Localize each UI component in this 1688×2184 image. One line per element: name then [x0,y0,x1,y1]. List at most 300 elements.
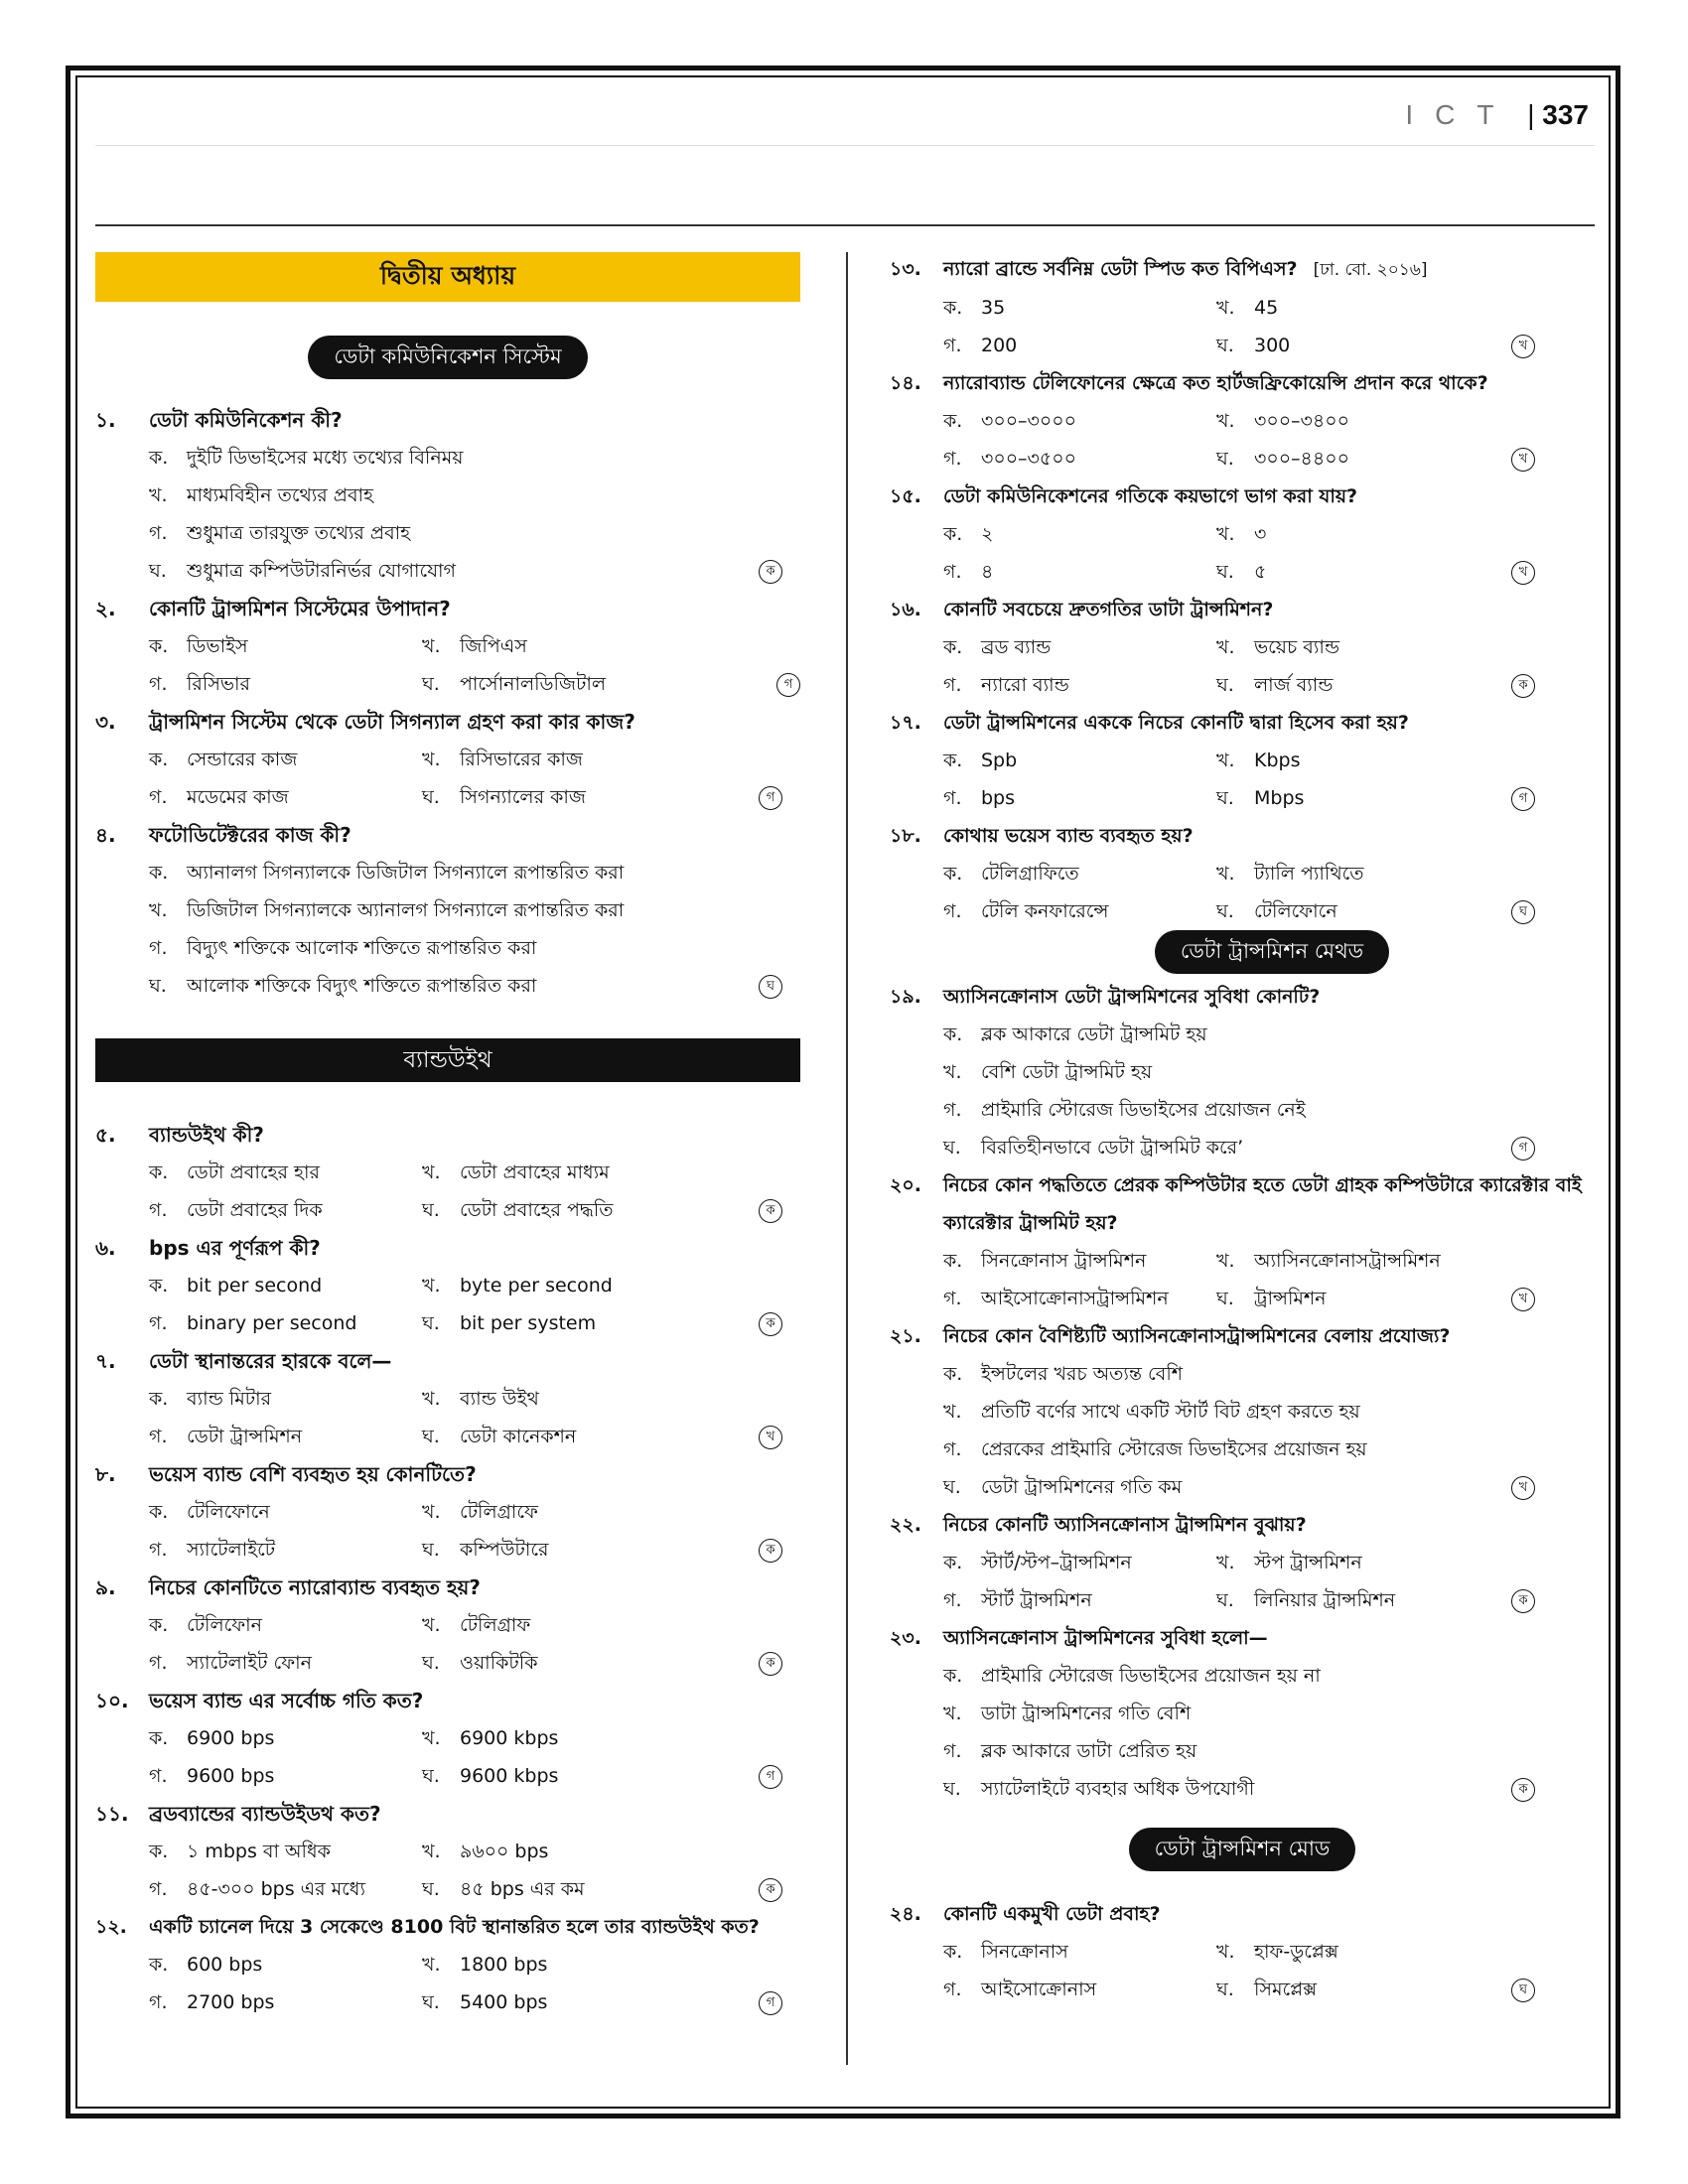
question-text: ব্রডব্যান্ডের ব্যান্ডউইডথ কত? [149,1802,381,1826]
question-item [890,704,1595,817]
option-label: গ. [149,786,168,808]
option-label: গ. [149,1991,168,2013]
question-text: ট্রান্সমিশন সিস্টেম থেকে ডেটা সিগন্যাল গ্রহণ করা কার কাজ? [149,710,635,734]
option-label: ঘ. [422,1312,440,1334]
option-label: ঘ. [422,1878,440,1900]
option-text: bps [981,787,1016,809]
question-item [95,590,800,703]
option-label: গ. [149,1652,168,1674]
question-number: ৭. [95,1349,116,1373]
section-heading-wrap [890,930,1595,974]
option-text: Spb [981,750,1018,771]
option-label: ঘ. [422,1765,440,1787]
section-heading: ডেটা কমিউনিকেশন সিস্টেম [308,336,587,379]
option-label: ক. [943,1250,963,1272]
option-label: খ. [422,1727,441,1749]
option-label: খ. [149,899,168,921]
option-text: ৩০০–৩০০০ [981,410,1076,432]
question-text: ডেটা ট্রান্সমিশনের এককে নিচের কোনটি দ্বারা হিসেব করা হয়? [943,712,1409,734]
question-item [890,1619,1595,1808]
option-text: টেলি কনফারেন্সে [981,900,1109,922]
option-text: প্রতিটি বর্ণের সাথে একটি স্টার্ট বিট গ্রহণ করতে হয় [981,1401,1360,1423]
question-number: ৩. [95,710,116,734]
option-label: গ. [149,1539,168,1561]
answer-badge: ক [1511,674,1535,698]
section-heading: ডেটা ট্রান্সমিশন মোড [1129,1828,1356,1871]
option-label: ক. [149,1388,169,1410]
option-label: খ. [1216,636,1235,658]
option-label: গ. [149,937,168,959]
option-label: ক. [149,1275,169,1297]
section-heading: ডেটা ট্রান্সমিশন মেথড [1155,930,1389,974]
option-label: গ. [943,674,962,696]
option-label: গ. [943,561,962,583]
option-label: ক. [943,1363,963,1385]
option-label: খ. [422,749,441,770]
option-label: ক. [149,447,169,469]
option-label: ঘ. [943,1137,961,1159]
option-text: ৪৫-৩০০ bps এর মধ্যে [187,1878,365,1900]
option-text: আইসোক্রোনাস [981,1979,1097,2000]
option-label: খ. [422,1841,441,1862]
option-label: ক. [943,297,963,319]
answer-badge: ক [759,1199,782,1223]
header-thin-rule [95,145,1595,146]
option-label: গ. [943,1979,962,2000]
question-text: ফটোডিটেক্টরের কাজ কী? [149,823,352,847]
answer-badge: ক [1511,1589,1535,1613]
option-text: ২ [981,523,994,545]
option-text: ভয়েচ ব্যান্ড [1254,636,1340,658]
option-label: খ. [1216,1941,1235,1963]
option-label: খ. [1216,1250,1235,1272]
question-text: ন্যারো ব্রান্ডে সর্বনিম্ন ডেটা স্পিড কত বিপিএস? [943,258,1298,280]
option-label: ক. [149,862,169,884]
option-label: গ. [943,1740,962,1762]
question-text: ডেটা কমিউনিকেশনের গতিকে কয়ভাগে ভাগ করা যায়? [943,485,1358,507]
option-label: খ. [422,1388,441,1410]
question-item [890,478,1595,591]
question-number: ৪. [95,823,116,847]
left-column [95,250,800,2021]
question-item [890,250,1595,364]
option-text: ব্রড ব্যান্ড [981,636,1052,658]
chapter-title: দ্বিতীয় অধ্যায় [95,252,800,302]
option-text: স্টার্ট/স্টপ–ট্রান্সমিশন [981,1552,1132,1573]
question-number: ২২. [890,1514,921,1536]
question-item [95,1795,800,1908]
option-label: ঘ. [1216,1288,1234,1309]
option-text: সিনক্রোনাস [981,1941,1068,1963]
question-number: ২. [95,597,116,620]
option-text: স্টার্ট ট্রান্সমিশন [981,1589,1092,1611]
option-label: খ. [943,1703,962,1724]
option-text: প্রাইমারি স্টোরেজ ডিভাইসের প্রয়োজন নেই [981,1099,1306,1121]
answer-badge: ক [759,1539,782,1563]
option-label: ঘ. [1216,1589,1234,1611]
option-label: গ. [943,335,962,356]
answer-badge: খ [1511,1288,1535,1311]
answer-badge: গ [776,673,800,697]
option-label: ক. [943,1665,963,1687]
option-label: ক. [149,1841,169,1862]
question-item [890,1317,1595,1506]
question-item [95,1116,800,1229]
question-source: [ঢা. বো. ২০১৬] [1313,260,1428,280]
option-text: ব্যান্ড মিটার [187,1388,272,1410]
option-label: গ. [149,1312,168,1334]
option-text: হাফ-ডুপ্লেক্স [1254,1941,1338,1963]
option-label: ক. [943,1552,963,1573]
question-number: ১৯. [890,986,921,1008]
option-text: ৪ [981,561,994,583]
question-number: ৫. [95,1123,116,1147]
answer-badge: খ [1511,1476,1535,1500]
option-label: ঘ. [422,786,440,808]
option-text: প্রেরকের প্রাইমারি স্টোরেজ ডিভাইসের প্রয়োজন হয় [981,1438,1367,1460]
option-text: বিদ্যুৎ শক্তিকে আলোক শক্তিতে রূপান্তরিত করা [187,937,537,959]
question-item [95,1342,800,1455]
question-text: অ্যাসিনক্রোনাস ট্রান্সমিশনের সুবিধা হলো— [943,1627,1268,1649]
question-text: অ্যাসিনক্রোনাস ডেটা ট্রান্সমিশনের সুবিধা কোনটি? [943,986,1321,1008]
question-number: ১৫. [890,485,921,507]
question-item [890,1895,1595,2008]
option-label: ক. [149,1954,169,1976]
option-text: মাধ্যমবিহীন তথ্যের প্রবাহ [187,484,374,506]
option-text: লিনিয়ার ট্রান্সমিশন [1254,1589,1396,1611]
option-text: টেলিফোনে [1254,900,1337,922]
question-text: ডেটা স্থানান্তরের হারকে বলে— [149,1349,392,1373]
question-number: ১৪. [890,372,921,394]
option-label: গ. [943,1589,962,1611]
option-text: অ্যাসিনক্রোনাসট্রান্সমিশন [1254,1250,1441,1272]
option-text: টেলিগ্রাফিতে [981,863,1079,885]
option-label: গ. [149,673,168,695]
question-text: কোনটি একমুখী ডেটা প্রবাহ? [943,1903,1161,1925]
question-text: কোনটি ট্রান্সমিশন সিস্টেমের উপাদান? [149,597,451,620]
option-label: ক. [943,410,963,432]
question-text: নিচের কোন বৈশিষ্ট্যটি অ্যাসিনক্রোনাসট্রান্সমিশনের বেলায় প্রযোজ্য? [943,1325,1451,1347]
option-text: 35 [981,297,1006,319]
question-number: ১৩. [890,258,921,280]
option-label: গ. [943,787,962,809]
question-text: ব্যান্ডউইথ কী? [149,1123,264,1147]
option-text: প্রাইমারি স্টোরেজ ডিভাইসের প্রয়োজন হয় না [981,1665,1321,1687]
option-text: সিগন্যালের কাজ [460,786,586,808]
question-item [890,1166,1595,1317]
option-text: সেন্ডারের কাজ [187,749,298,770]
option-text: Kbps [1254,750,1301,771]
answer-badge: গ [759,1991,782,2015]
option-label: খ. [422,1501,441,1523]
option-label: ঘ. [422,1199,440,1221]
option-label: খ. [943,1401,962,1423]
question-text: কোথায় ভয়েস ব্যান্ড ব্যবহৃত হয়? [943,825,1194,847]
option-label: খ. [1216,863,1235,885]
option-label: গ. [943,1438,962,1460]
option-text: 9600 kbps [460,1765,559,1787]
answer-badge: ক [759,1652,782,1676]
question-number: ১৮. [890,825,921,847]
option-text: দুইটি ডিভাইসের মধ্যে তথ্যের বিনিময় [187,447,464,469]
option-text: 9600 bps [187,1765,275,1787]
option-label: খ. [1216,297,1235,319]
question-item [890,1506,1595,1619]
option-label: ক. [943,636,963,658]
option-label: ক. [943,863,963,885]
answer-badge: ক [1511,1778,1535,1802]
option-text: স্টপ ট্রান্সমিশন [1254,1552,1362,1573]
question-number: ১৭. [890,712,921,734]
option-text: 1800 bps [460,1954,548,1976]
option-label: গ. [943,1099,962,1121]
option-label: গ. [943,1288,962,1309]
option-label: ঘ. [422,673,440,695]
option-label: ঘ. [1216,900,1234,922]
option-label: খ. [422,1954,441,1976]
answer-badge: ঘ [759,975,782,999]
question-item [890,817,1595,930]
option-label: ঘ. [1216,787,1234,809]
option-text: ব্লক আকারে ডাটা প্রেরিত হয় [981,1740,1197,1762]
option-label: ক. [149,1727,169,1749]
right-column [890,250,1595,2008]
option-text: ডেটা ট্রান্সমিশন [187,1426,303,1447]
option-label: ঘ. [422,1539,440,1561]
option-text: কম্পিউটারে [460,1539,549,1561]
question-number: ১৬. [890,599,921,620]
question-text: ডেটা কমিউনিকেশন কী? [149,408,343,432]
question-number: ৯. [95,1575,116,1599]
option-text: ওয়াকিটকি [460,1652,538,1674]
section-heading-wrap [890,1828,1595,1871]
question-text: কোনটি সবচেয়ে দ্রুতগতির ডাটা ট্রান্সমিশন? [943,599,1274,620]
option-label: ক. [943,750,963,771]
option-text: ডেটা প্রবাহের হার [187,1161,320,1183]
option-text: পার্সোনালডিজিটাল [460,673,606,695]
question-item [95,1229,800,1342]
option-label: গ. [943,900,962,922]
option-label: ক. [149,749,169,770]
option-text: ৪৫ bps এর কম [460,1878,585,1900]
page-number: 337 [1542,99,1589,130]
question-item [95,1908,800,2021]
option-text: 6900 kbps [460,1727,559,1749]
option-label: গ. [149,1765,168,1787]
option-text: ৩ [1254,523,1267,545]
question-text: bps এর পূর্ণরূপ কী? [149,1236,321,1260]
option-label: গ. [149,1878,168,1900]
option-text: 6900 bps [187,1727,275,1749]
question-number: ১০. [95,1689,129,1712]
section-heading-bandwidth: ব্যান্ডউইথ [95,1038,800,1082]
answer-badge: ক [759,560,782,584]
option-text: অ্যানালগ সিগন্যালকে ডিজিটাল সিগন্যালে রূপান্তরিত করা [187,862,625,884]
option-text: আলোক শক্তিকে বিদ্যুৎ শক্তিতে রূপান্তরিত করা [187,975,537,997]
option-label: খ. [422,1161,441,1183]
option-text: ৩০০–৩৪০০ [1254,410,1349,432]
option-text: ট্যালি প্যাথিতে [1254,863,1364,885]
option-label: ঘ. [149,975,167,997]
option-text: ৩০০–৩৫০০ [981,448,1076,470]
option-text: রিসিভারের কাজ [460,749,583,770]
option-label: ক. [943,1024,963,1045]
answer-badge: খ [1511,561,1535,585]
page-header [1405,99,1589,131]
option-text: ডেটা কানেকশন [460,1426,577,1447]
question-text: ভয়েস ব্যান্ড এর সর্বোচ্চ গতি কত? [149,1689,424,1712]
question-item [95,1455,800,1569]
header-rule [95,224,1595,226]
option-label: খ. [149,484,168,506]
option-label: খ. [1216,410,1235,432]
option-text: 5400 bps [460,1991,548,2013]
option-text: স্যাটেলাইটে [187,1539,276,1561]
option-text: ডিজিটাল সিগন্যালকে অ্যানালগ সিগন্যালে রূপান্তরিত করা [187,899,625,921]
option-text: ৫ [1254,561,1267,583]
question-item [95,1569,800,1682]
option-label: খ. [422,1614,441,1636]
answer-badge: খ [759,1426,782,1449]
question-number: ২১. [890,1325,921,1347]
option-text: byte per second [460,1275,613,1297]
option-text: টেলিফোনে [187,1501,270,1523]
option-text: Mbps [1254,787,1305,809]
question-item [95,1682,800,1795]
question-number: ২৩. [890,1627,921,1649]
answer-badge: গ [1511,787,1535,811]
option-text: ডিভাইস [187,635,248,657]
option-text: লার্জ ব্যান্ড [1254,674,1334,696]
option-label: খ. [943,1061,962,1083]
question-item [890,591,1595,704]
answer-badge: ক [759,1878,782,1902]
option-label: ক. [943,523,963,545]
option-label: গ. [149,1199,168,1221]
option-label: ক. [943,1941,963,1963]
option-label: গ. [943,448,962,470]
option-label: ঘ. [422,1991,440,2013]
answer-badge: ঘ [1511,900,1535,924]
option-label: ঘ. [1216,1979,1234,2000]
answer-badge: গ [759,1765,782,1789]
question-item [95,401,800,590]
option-label: ক. [149,1161,169,1183]
question-number: ২০. [890,1174,921,1196]
question-number: ১. [95,408,116,432]
option-text: ব্লক আকারে ডেটা ট্রান্সমিট হয় [981,1024,1207,1045]
option-label: ঘ. [422,1426,440,1447]
option-text: bit per second [187,1275,323,1297]
question-item [890,364,1595,478]
answer-badge: খ [1511,335,1535,358]
answer-badge: গ [759,786,782,810]
option-label: গ. [149,1426,168,1447]
option-text: বেশি ডেটা ট্রান্সমিট হয় [981,1061,1153,1083]
option-text: 200 [981,335,1018,356]
option-text: স্যাটেলাইটে ব্যবহার অধিক উপযোগী [981,1778,1255,1800]
option-text: জিপিএস [460,635,527,657]
option-text: 600 bps [187,1954,263,1976]
option-text: 2700 bps [187,1991,275,2013]
option-text: ডেটা প্রবাহের দিক [187,1199,323,1221]
option-text: শুধুমাত্র কম্পিউটারনির্ভর যোগাযোগ [187,560,457,582]
option-text: 45 [1254,297,1279,319]
option-text: ৩০০–৪৪০০ [1254,448,1349,470]
section-heading-wrap [95,336,800,379]
question-number: ২৪. [890,1903,921,1925]
column-divider [846,252,848,2065]
question-number: ১১. [95,1802,129,1826]
option-text: binary per second [187,1312,357,1334]
option-label: ক. [149,635,169,657]
option-text: রিসিভার [187,673,250,695]
option-text: মডেমের কাজ [187,786,289,808]
option-text: ট্রান্সমিশন [1254,1288,1327,1309]
option-label: গ. [149,522,168,544]
option-text: ৯৬০০ bps [460,1841,549,1862]
option-text: 300 [1254,335,1291,356]
option-text: ডাটা ট্রান্সমিশনের গতি বেশি [981,1703,1192,1724]
option-text: bit per system [460,1312,597,1334]
question-text: ন্যারোব্যান্ড টেলিফোনের ক্ষেত্রে কত হার্টজফ্রিকোয়েন্সি প্রদান করে থাকে? [943,372,1488,394]
question-text: একটি চ্যানেল দিয়ে 3 সেকেণ্ডে 8100 বিট স্থানান্তরিত হলে তার ব্যান্ডউইথ কত? [149,1916,760,1938]
question-number: ৮. [95,1462,116,1486]
option-label: ঘ. [149,560,167,582]
option-text: ব্যান্ড উইথ [460,1388,539,1410]
option-text: শুধুমাত্র তারযুক্ত তথ্যের প্রবাহ [187,522,411,544]
option-label: খ. [422,1275,441,1297]
option-text: সিমপ্লেক্স [1254,1979,1318,2000]
option-text: ডেটা ট্রান্সমিশনের গতি কম [981,1476,1183,1498]
option-label: ঘ. [1216,448,1234,470]
question-item [890,978,1595,1166]
header-separator: | [1527,99,1535,130]
option-text: টেলিগ্রাফে [460,1501,538,1523]
option-text: ডেটা প্রবাহের মাধ্যম [460,1161,610,1183]
question-item [95,816,800,1005]
option-text: ডেটা প্রবাহের পদ্ধতি [460,1199,614,1221]
question-number: ৬. [95,1236,116,1260]
option-text: টেলিগ্রাফ [460,1614,531,1636]
question-text: নিচের কোন পদ্ধতিতে প্রেরক কম্পিউটার হতে ডেটা গ্রাহক কম্পিউটারে ক্যারেক্টার বাই ক্যারেক্টার ট্রান্সমিট হয়? [943,1174,1582,1234]
option-text: ইন্সটলের খরচ অত্যন্ত বেশি [981,1363,1184,1385]
option-text: আইসোক্রোনাসট্রান্সমিশন [981,1288,1169,1309]
option-text: ন্যারো ব্যান্ড [981,674,1069,696]
option-label: খ. [1216,1552,1235,1573]
question-text: ভয়েস ব্যান্ড বেশি ব্যবহৃত হয় কোনটিতে? [149,1462,477,1486]
question-number: ১২. [95,1916,127,1938]
question-item [95,703,800,816]
option-label: খ. [1216,523,1235,545]
option-text: স্যাটেলাইট ফোন [187,1652,312,1674]
answer-badge: ঘ [1511,1979,1535,2002]
option-label: ক. [149,1501,169,1523]
question-text: নিচের কোনটিতে ন্যারোব্যান্ড ব্যবহৃত হয়? [149,1575,481,1599]
option-label: ঘ. [422,1652,440,1674]
option-label: ঘ. [1216,674,1234,696]
option-label: ঘ. [1216,335,1234,356]
option-text: ১ mbps বা অধিক [187,1841,331,1862]
option-text: সিনক্রোনাস ট্রান্সমিশন [981,1250,1147,1272]
option-text: বিরতিহীনভাবে ডেটা ট্রান্সমিট করে’ [981,1137,1244,1159]
answer-badge: ক [759,1312,782,1336]
answer-badge: গ [1511,1137,1535,1160]
option-label: ক. [149,1614,169,1636]
subject-label: ICT [1405,99,1516,130]
question-text: নিচের কোনটি অ্যাসিনক্রোনাস ট্রান্সমিশন বুঝায়? [943,1514,1307,1536]
option-label: ঘ. [943,1476,961,1498]
